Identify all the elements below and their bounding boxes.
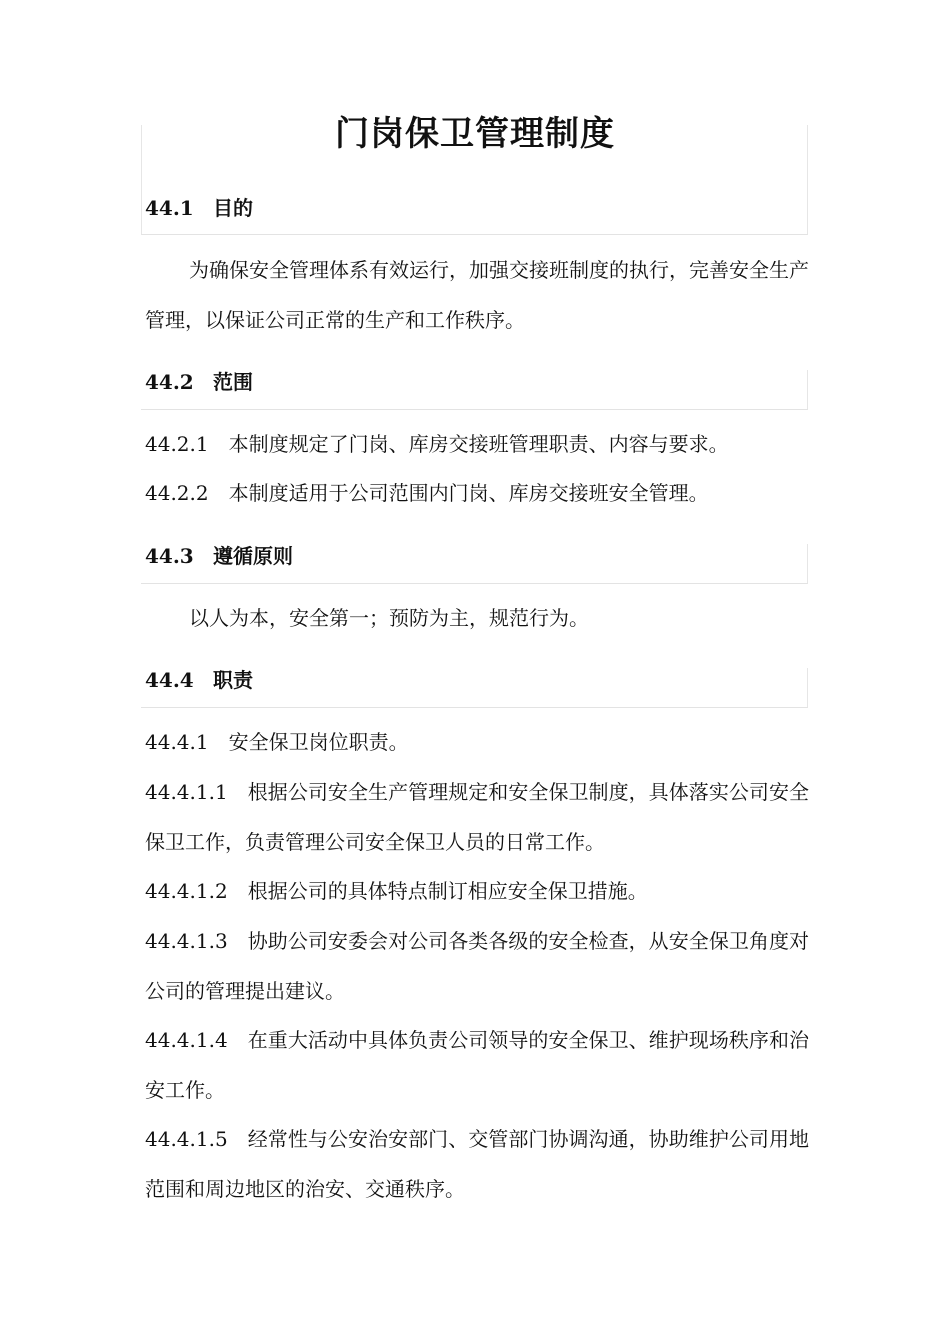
section-number: 44.2 bbox=[145, 370, 194, 394]
section-heading-purpose bbox=[145, 193, 253, 223]
list-item bbox=[145, 917, 809, 1016]
list-item bbox=[145, 1016, 809, 1115]
list-item bbox=[145, 469, 809, 519]
item-number: 44.4.1.1 bbox=[145, 780, 228, 804]
item-text: 经常性与公安治安部门、交管部门协调沟通，协助维护公司用地范围和周边地区的治安、交通秩序。 bbox=[145, 1127, 809, 1201]
section-number: 44.3 bbox=[145, 544, 194, 568]
document-title: 门岗保卫管理制度 bbox=[335, 114, 615, 154]
item-text: 协助公司安委会对公司各类各级的安全检查，从安全保卫角度对公司的管理提出建议。 bbox=[145, 929, 809, 1003]
section-title: 目的 bbox=[213, 196, 253, 220]
item-text: 根据公司的具体特点制订相应安全保卫措施。 bbox=[247, 879, 648, 903]
item-number: 44.4.1.5 bbox=[145, 1127, 228, 1151]
list-item bbox=[145, 1115, 809, 1214]
section-heading-principles bbox=[145, 541, 293, 571]
item-text: 在重大活动中具体负责公司领导的安全保卫、维护现场秩序和治安工作。 bbox=[145, 1028, 809, 1102]
item-text: 安全保卫岗位职责。 bbox=[228, 730, 409, 754]
list-item bbox=[145, 867, 809, 917]
list-item bbox=[145, 768, 809, 867]
item-text: 本制度规定了门岗、库房交接班管理职责、内容与要求。 bbox=[228, 432, 729, 456]
item-text: 根据公司安全生产管理规定和安全保卫制度，具体落实公司安全保卫工作，负责管理公司安全保卫人员的日常工作。 bbox=[145, 780, 809, 854]
item-number: 44.4.1 bbox=[145, 730, 209, 754]
item-number: 44.4.1.3 bbox=[145, 929, 228, 953]
list-item bbox=[145, 420, 809, 470]
section-title: 职责 bbox=[213, 668, 253, 692]
section-heading-duties bbox=[145, 665, 253, 695]
item-number: 44.4.1.2 bbox=[145, 879, 228, 903]
item-number: 44.4.1.4 bbox=[145, 1028, 228, 1052]
item-text: 本制度适用于公司范围内门岗、库房交接班安全管理。 bbox=[228, 481, 709, 505]
section-heading-scope bbox=[145, 367, 253, 397]
section-number: 44.1 bbox=[145, 196, 194, 220]
item-number: 44.2.1 bbox=[145, 432, 209, 456]
section-title: 范围 bbox=[213, 370, 253, 394]
paragraph-purpose: 为确保安全管理体系有效运行，加强交接班制度的执行，完善安全生产管理，以保证公司正常的生产和工作秩序。 bbox=[145, 258, 809, 332]
section-title: 遵循原则 bbox=[213, 544, 293, 568]
list-item bbox=[145, 718, 809, 768]
paragraph-principles: 以人为本，安全第一；预防为主，规范行为。 bbox=[189, 606, 589, 630]
section-number: 44.4 bbox=[145, 668, 194, 692]
item-number: 44.2.2 bbox=[145, 481, 209, 505]
